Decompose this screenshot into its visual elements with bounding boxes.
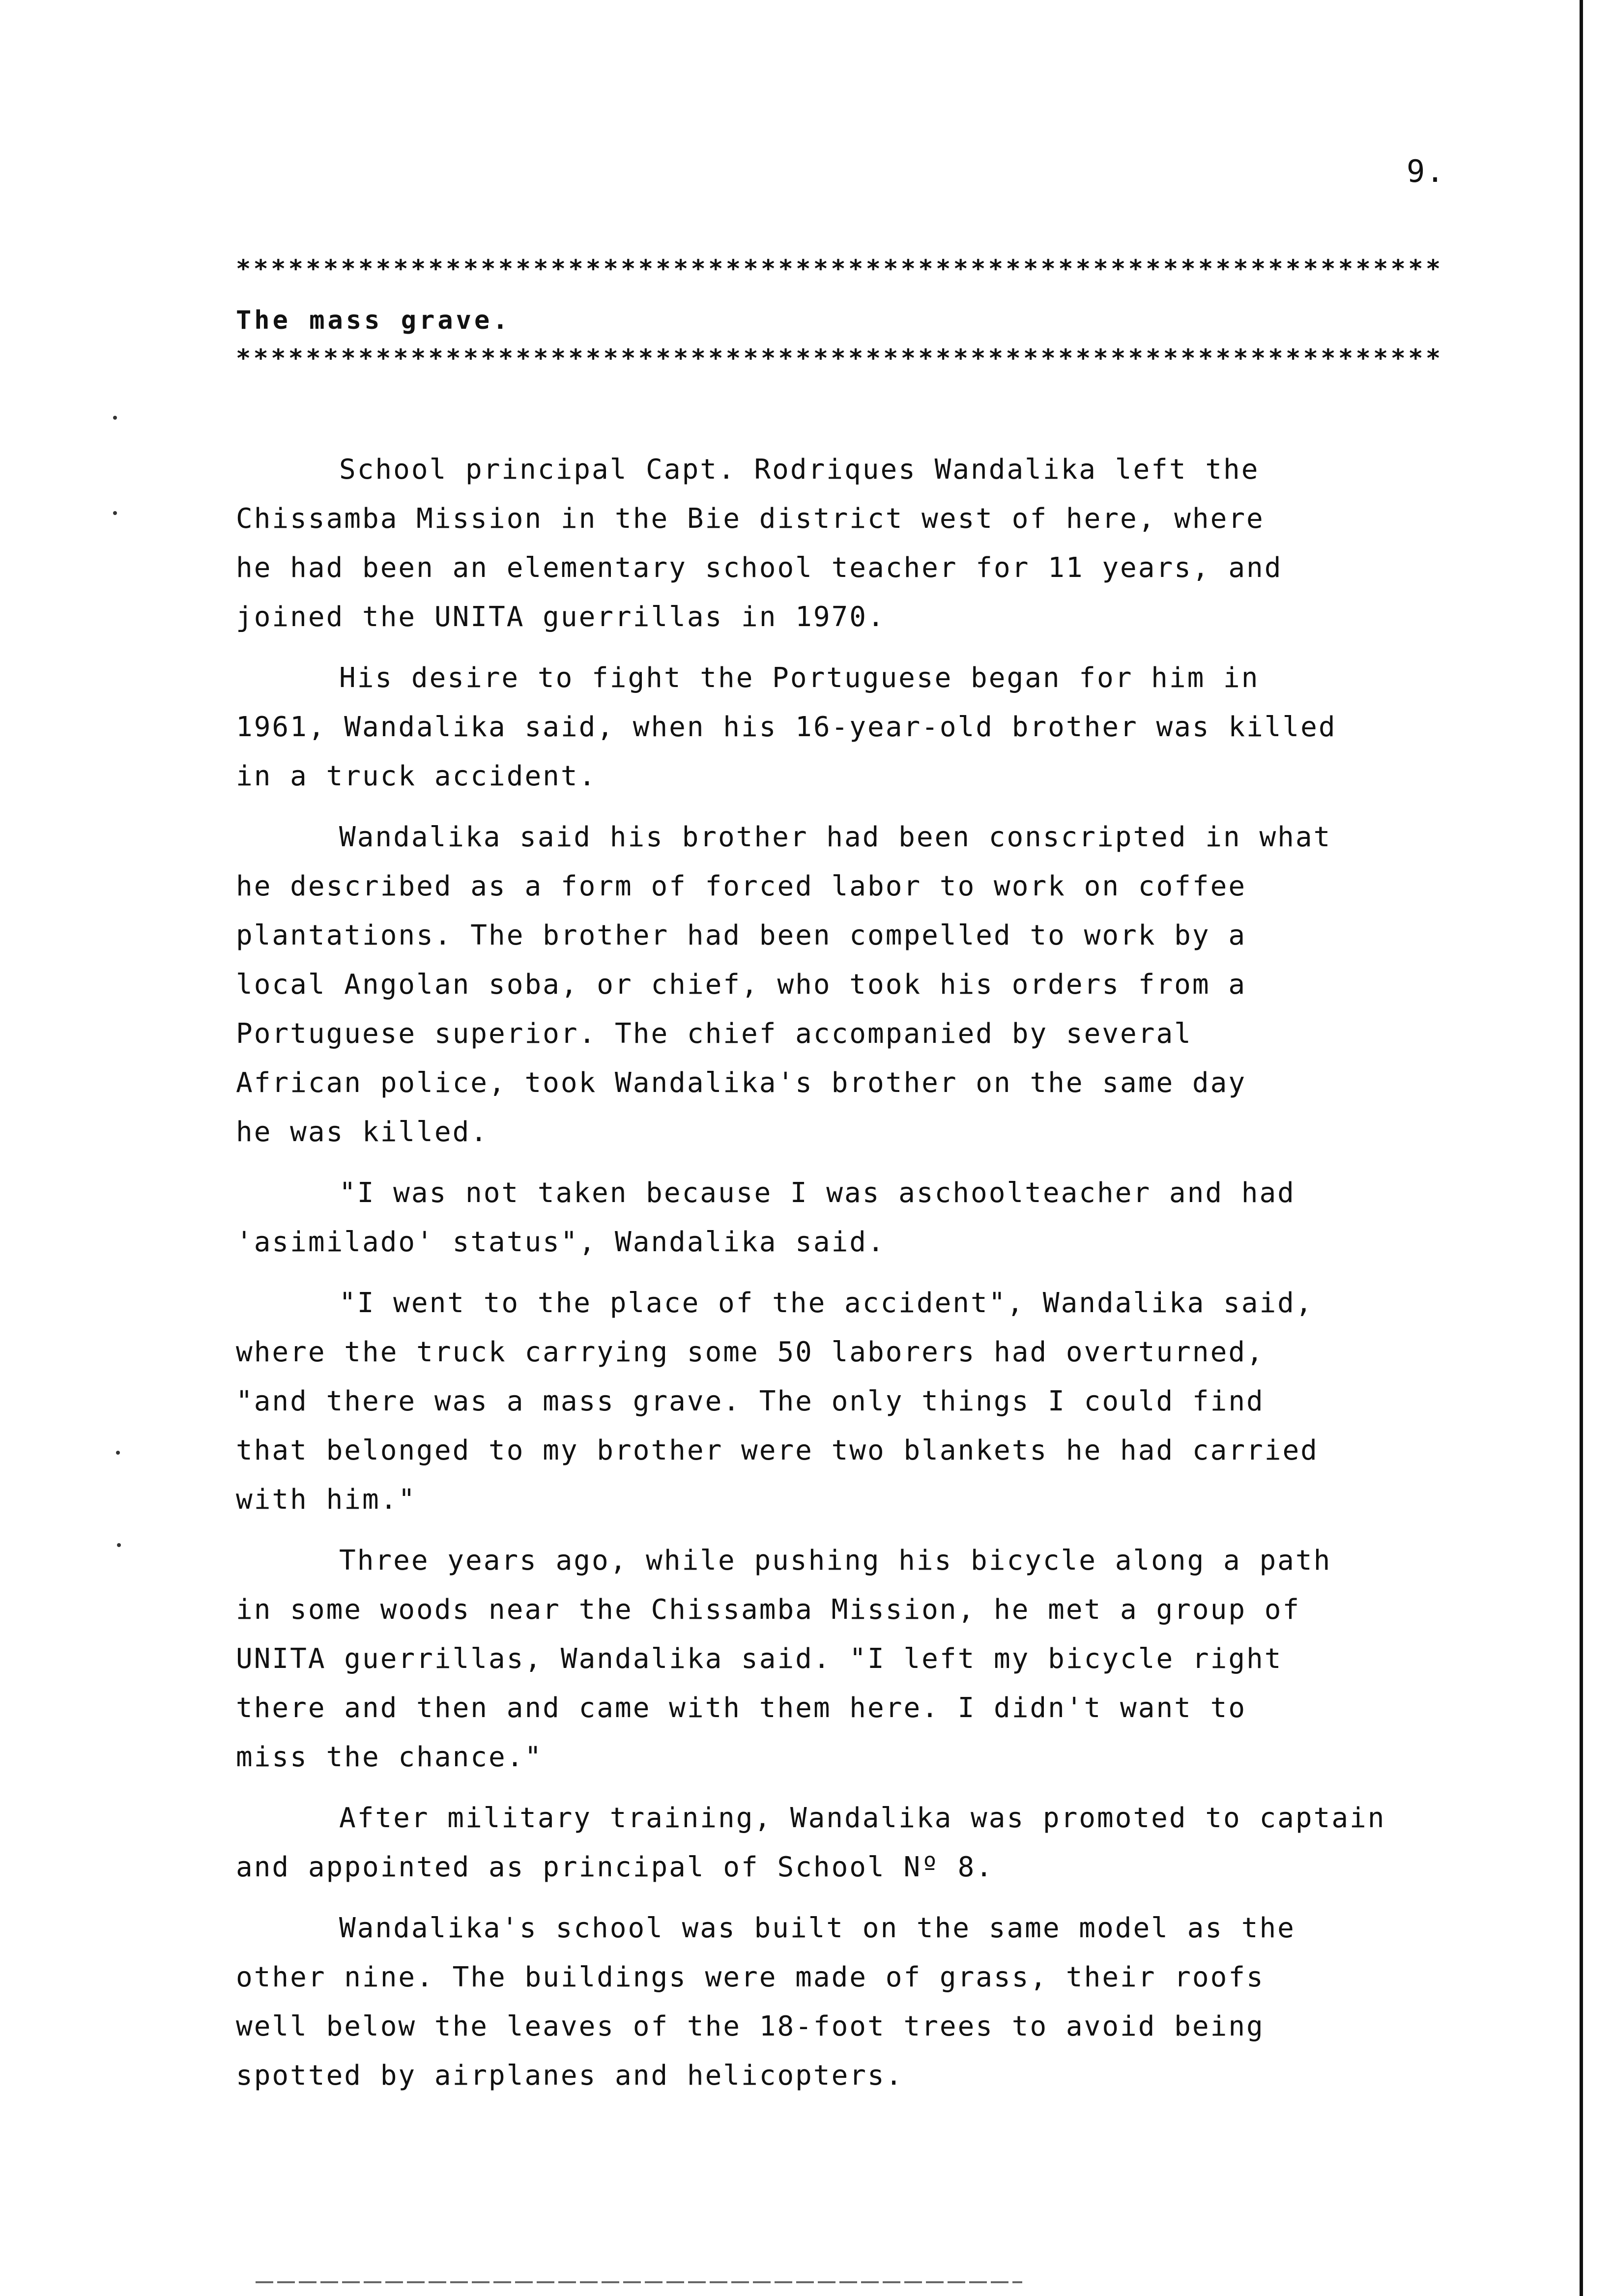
text-line: Three years ago, while pushing his bicycle along a path bbox=[339, 1545, 1332, 1577]
text-line: and appointed as principal of School Nº 8. bbox=[236, 1851, 994, 1883]
page-number: 9. bbox=[1407, 153, 1445, 189]
article-body bbox=[236, 445, 1533, 2112]
text-line: "I was not taken because I was aschoolteacher and had bbox=[339, 1177, 1295, 1209]
paragraph bbox=[236, 1794, 1533, 1892]
paragraph bbox=[236, 445, 1533, 642]
text-line: where the truck carrying some 50 laborers had overturned, bbox=[236, 1336, 1265, 1368]
text-line: Chissamba Mission in the Bie district west of here, where bbox=[236, 503, 1265, 535]
text-line: that belonged to my brother were two blankets he had carried bbox=[236, 1435, 1319, 1466]
text-line: miss the chance." bbox=[236, 1741, 543, 1773]
paragraph bbox=[236, 1169, 1533, 1267]
paragraph bbox=[236, 1536, 1533, 1782]
text-line: he was killed. bbox=[236, 1116, 489, 1148]
text-line: His desire to fight the Portuguese began for him in bbox=[339, 662, 1260, 694]
text-line: 'asimilado' status", Wandalika said. bbox=[236, 1226, 886, 1258]
text-line: Wandalika's school was built on the same model as the bbox=[339, 1912, 1295, 1944]
margin-mark bbox=[117, 1543, 121, 1547]
margin-mark bbox=[116, 1451, 120, 1455]
paragraph bbox=[236, 654, 1533, 801]
separator-bottom: ********************************************************************* bbox=[236, 344, 1443, 373]
text-line: well below the leaves of the 18-foot trees to avoid being bbox=[236, 2010, 1265, 2042]
text-line: Portuguese superior. The chief accompanied by several bbox=[236, 1018, 1192, 1050]
text-line: with him." bbox=[236, 1484, 417, 1516]
text-line: in some woods near the Chissamba Mission, he met a group of bbox=[236, 1594, 1301, 1626]
text-line: there and then and came with them here. I didn't want to bbox=[236, 1692, 1247, 1724]
text-line: he had been an elementary school teacher for 11 years, and bbox=[236, 552, 1283, 584]
text-line: African police, took Wandalika's brother on the same day bbox=[236, 1067, 1247, 1099]
margin-mark bbox=[113, 416, 117, 420]
text-line: School principal Capt. Rodriques Wandalika left the bbox=[339, 454, 1260, 486]
paragraph bbox=[236, 1279, 1533, 1524]
page-edge-line bbox=[1580, 0, 1583, 2296]
text-line: After military training, Wandalika was promoted to captain bbox=[339, 1802, 1386, 1834]
text-line: 1961, Wandalika said, when his 16-year-old brother was killed bbox=[236, 711, 1337, 743]
paragraph bbox=[236, 813, 1533, 1157]
text-line: spotted by airplanes and helicopters. bbox=[236, 2060, 904, 2092]
text-line: local Angolan soba, or chief, who took his orders from a bbox=[236, 969, 1247, 1001]
text-line: "and there was a mass grave. The only things I could find bbox=[236, 1385, 1265, 1417]
separator-top: ********************************************************************* bbox=[236, 255, 1443, 283]
paragraph bbox=[236, 1904, 1533, 2100]
margin-mark bbox=[113, 511, 117, 515]
text-line: he described as a form of forced labor to work on coffee bbox=[236, 870, 1247, 902]
text-line: plantations. The brother had been compelled to work by a bbox=[236, 919, 1247, 951]
text-line: "I went to the place of the accident", Wandalika said, bbox=[339, 1287, 1314, 1319]
section-heading: The mass grave. bbox=[236, 306, 511, 335]
text-line: in a truck accident. bbox=[236, 760, 597, 792]
bottom-rule bbox=[256, 2281, 1022, 2283]
text-line: UNITA guerrillas, Wandalika said. "I left my bicycle right bbox=[236, 1643, 1283, 1675]
text-line: joined the UNITA guerrillas in 1970. bbox=[236, 601, 886, 633]
text-line: other nine. The buildings were made of grass, their roofs bbox=[236, 1961, 1265, 1993]
text-line: Wandalika said his brother had been conscripted in what bbox=[339, 821, 1332, 853]
